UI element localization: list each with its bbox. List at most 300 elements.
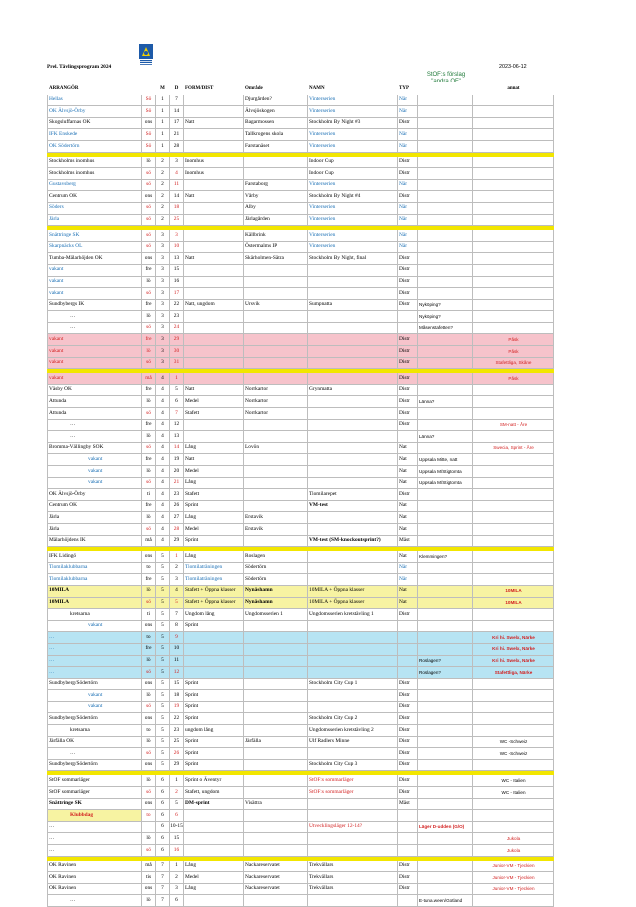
cell-other: Kri hi. Swelx, Närke <box>473 643 554 655</box>
column-header-day: D <box>170 83 184 95</box>
note-line-2: "andra OF" <box>431 79 461 85</box>
cell-month: 5 <box>156 759 170 771</box>
cell-type: Distr <box>398 690 418 702</box>
note-line-1: StOF:s förslag <box>426 72 466 78</box>
cell-form <box>184 241 244 253</box>
column-header-month: M <box>156 83 170 95</box>
cell-type: Mäst <box>398 535 418 547</box>
cell-name <box>308 798 398 810</box>
cell-month: 5 <box>156 725 170 737</box>
table-row <box>48 442 554 454</box>
cell-arranger: IFK Lidingö <box>48 551 142 563</box>
cell-day: 5 <box>170 798 184 810</box>
cell-month: 4 <box>156 489 170 501</box>
cell-name: Vinterserien <box>308 140 398 152</box>
cell-form: Stafett <box>184 489 244 501</box>
cell-month: 4 <box>156 431 170 443</box>
cell-day: 28 <box>170 140 184 152</box>
table-row <box>48 477 554 489</box>
cell-form: Sprint <box>184 620 244 632</box>
cell-area <box>244 833 308 845</box>
cell-day: 23 <box>170 489 184 501</box>
cell-weekday: sö <box>142 477 156 489</box>
table-row <box>48 643 554 655</box>
sof-logo-icon <box>139 44 153 66</box>
cell-day: 20 <box>170 466 184 478</box>
cell-arranger: 10MILA <box>48 597 142 609</box>
cell-area <box>244 489 308 501</box>
cell-other: Kri hi. Swelx, Närke <box>473 632 554 644</box>
cell-weekday: sö <box>142 667 156 679</box>
cell-type: Distr <box>398 168 418 180</box>
cell-form <box>184 373 244 385</box>
cell-name <box>308 322 398 334</box>
cell-type: Distr <box>398 775 418 787</box>
cell-month: 5 <box>156 643 170 655</box>
cell-month: 4 <box>156 500 170 512</box>
cell-stof-note: Nyköping? <box>418 311 473 323</box>
cell-area <box>244 288 308 300</box>
cell-name: Vinterserien <box>308 94 398 106</box>
cell-form <box>184 419 244 431</box>
cell-area: Södertörn <box>244 562 308 574</box>
cell-arranger: OK Ravinen <box>48 883 142 895</box>
cell-stof-note <box>418 264 473 276</box>
cell-weekday: fre <box>142 334 156 346</box>
cell-stof-note <box>418 500 473 512</box>
cell-name: Grynmatta <box>308 384 398 396</box>
cell-form: Medel <box>184 872 244 884</box>
cell-weekday: sö <box>142 241 156 253</box>
cell-weekday: lö <box>142 690 156 702</box>
cell-name: Trekvällars <box>308 883 398 895</box>
cell-month: 5 <box>156 562 170 574</box>
cell-area <box>244 466 308 478</box>
cell-day: 14 <box>170 191 184 203</box>
cell-other <box>473 678 554 690</box>
cell-day: 12 <box>170 419 184 431</box>
cell-month: 3 <box>156 253 170 265</box>
table-row <box>48 299 554 311</box>
cell-month: 5 <box>156 609 170 621</box>
cell-other <box>473 94 554 106</box>
cell-arranger: 10MILA <box>48 585 142 597</box>
cell-weekday: fre <box>142 454 156 466</box>
cell-day: 1 <box>170 860 184 872</box>
cell-arranger: OK Älvsjö-Örby <box>48 106 142 118</box>
cell-month: 1 <box>156 140 170 152</box>
cell-weekday: sö <box>142 357 156 369</box>
table-row <box>48 585 554 597</box>
column-header-form-dist: FORM/DIST <box>184 83 244 95</box>
cell-type: Nat <box>398 466 418 478</box>
column-header-weekday <box>142 83 156 95</box>
cell-name: Stockholm By Night #4 <box>308 191 398 203</box>
cell-other: 10MILA <box>473 597 554 609</box>
cell-area <box>244 632 308 644</box>
cell-arranger: vakant <box>48 477 142 489</box>
cell-month: 6 <box>156 775 170 787</box>
cell-name <box>308 477 398 489</box>
cell-month: 4 <box>156 477 170 489</box>
cell-area <box>244 713 308 725</box>
cell-area <box>244 787 308 799</box>
cell-weekday: ons <box>142 883 156 895</box>
cell-month: 5 <box>156 690 170 702</box>
cell-arranger: Tiomilaklubbarna <box>48 574 142 586</box>
cell-weekday: lö <box>142 775 156 787</box>
cell-form: Sprint <box>184 678 244 690</box>
cell-form: Tiomilaträningen <box>184 562 244 574</box>
cell-day: 27 <box>170 512 184 524</box>
cell-weekday: sö <box>142 597 156 609</box>
cell-stof-note <box>418 523 473 535</box>
cell-month: 4 <box>156 523 170 535</box>
cell-form: Sprint o Äventyr <box>184 775 244 787</box>
cell-stof-note <box>418 562 473 574</box>
table-row <box>48 241 554 253</box>
cell-type: Nat <box>398 597 418 609</box>
table-row <box>48 276 554 288</box>
table-row <box>48 384 554 396</box>
cell-stof-note: Läger D-udden (G/O) <box>418 821 473 833</box>
cell-weekday: ons <box>142 713 156 725</box>
cell-name: Stockholm By Night, final <box>308 253 398 265</box>
cell-month: 6 <box>156 787 170 799</box>
cell-type <box>398 667 418 679</box>
table-row <box>48 775 554 787</box>
cell-area: Nynäshamn <box>244 585 308 597</box>
cell-stof-note <box>418 106 473 118</box>
cell-day: 29 <box>170 535 184 547</box>
cell-name: Stockholm City Cup 2 <box>308 713 398 725</box>
cell-other <box>473 466 554 478</box>
cell-day: 2 <box>170 787 184 799</box>
cell-other <box>473 454 554 466</box>
table-row <box>48 408 554 420</box>
cell-name <box>308 466 398 478</box>
cell-arranger: … <box>48 655 142 667</box>
cell-arranger: … <box>48 845 142 857</box>
cell-day: 10-15 <box>170 821 184 833</box>
cell-area <box>244 419 308 431</box>
cell-other <box>473 129 554 141</box>
cell-month: 7 <box>156 872 170 884</box>
cell-type: Distr <box>398 489 418 501</box>
cell-other <box>473 620 554 632</box>
cell-area: Järfälla <box>244 736 308 748</box>
cell-other: Påsk <box>473 334 554 346</box>
table-row <box>48 431 554 443</box>
cell-other <box>473 512 554 524</box>
cell-area: Källbrink <box>244 230 308 242</box>
cell-month: 1 <box>156 106 170 118</box>
cell-weekday: sö <box>142 845 156 857</box>
cell-day: 2 <box>170 872 184 884</box>
cell-area <box>244 759 308 771</box>
cell-form <box>184 214 244 226</box>
cell-day: 7 <box>170 609 184 621</box>
cell-other <box>473 253 554 265</box>
cell-form: Lång <box>184 477 244 489</box>
table-row <box>48 264 554 276</box>
cell-form: Stafett + Öppna klasser <box>184 585 244 597</box>
cell-type: Distr <box>398 288 418 300</box>
cell-day: 10 <box>170 643 184 655</box>
cell-area <box>244 701 308 713</box>
cell-stof-note <box>418 384 473 396</box>
cell-weekday: tis <box>142 872 156 884</box>
cell-form <box>184 230 244 242</box>
cell-name <box>308 288 398 300</box>
cell-name: Utvecklingsläger 12-14? <box>308 821 398 833</box>
cell-day: 1 <box>170 551 184 563</box>
cell-arranger: OK Ravinen <box>48 872 142 884</box>
column-header-area: Område <box>244 83 308 95</box>
cell-form <box>184 322 244 334</box>
cell-stof-note <box>418 833 473 845</box>
cell-stof-note <box>418 713 473 725</box>
table-row <box>48 713 554 725</box>
cell-form: Inomhus <box>184 156 244 168</box>
cell-area: Tallkrogens skola <box>244 129 308 141</box>
cell-area <box>244 775 308 787</box>
cell-type: Distr <box>398 736 418 748</box>
cell-stof-note <box>418 334 473 346</box>
cell-month: 4 <box>156 442 170 454</box>
cell-name: Indoor Cup <box>308 168 398 180</box>
cell-type: Distr <box>398 117 418 129</box>
cell-name: Tiomilarepet <box>308 489 398 501</box>
cell-stof-note <box>418 442 473 454</box>
cell-weekday: ons <box>142 117 156 129</box>
cell-area <box>244 667 308 679</box>
cell-area: Skärholmen-Sätra <box>244 253 308 265</box>
cell-form: Sprint <box>184 736 244 748</box>
cell-stof-note: Nyköping? <box>418 299 473 311</box>
cell-stof-note <box>418 787 473 799</box>
cell-name: Ulf Radlers Minne <box>308 736 398 748</box>
cell-arranger: Sundbyberg/Södertörn <box>48 678 142 690</box>
cell-day: 26 <box>170 748 184 760</box>
cell-day: 26 <box>170 500 184 512</box>
cell-area: Älvsjöskogen <box>244 106 308 118</box>
cell-weekday: lö <box>142 466 156 478</box>
cell-month: 5 <box>156 597 170 609</box>
cell-form: Medel <box>184 523 244 535</box>
cell-area: Ursvik <box>244 299 308 311</box>
cell-other <box>473 168 554 180</box>
cell-weekday: lö <box>142 311 156 323</box>
table-row <box>48 202 554 214</box>
cell-type: Nat <box>398 585 418 597</box>
cell-area: Ungdomsserien 1 <box>244 609 308 621</box>
cell-arranger: vakant <box>48 620 142 632</box>
cell-stof-note: Roslagen? <box>418 667 473 679</box>
cell-stof-note: Roslagen? <box>418 655 473 667</box>
cell-name: VM-test (SM-knockoutsprint?) <box>308 535 398 547</box>
cell-type: När <box>398 241 418 253</box>
cell-arranger: Tiomilaklubbarna <box>48 562 142 574</box>
cell-weekday: ti <box>142 489 156 501</box>
cell-stof-note <box>418 585 473 597</box>
table-row <box>48 523 554 535</box>
cell-form: Stafett, ungdom <box>184 787 244 799</box>
cell-type: När <box>398 140 418 152</box>
cell-day: 31 <box>170 357 184 369</box>
cell-name <box>308 408 398 420</box>
cell-form: Natt <box>184 117 244 129</box>
cell-other <box>473 701 554 713</box>
cell-name <box>308 512 398 524</box>
cell-area <box>244 810 308 822</box>
cell-arranger: vakant <box>48 346 142 358</box>
cell-stof-note <box>418 373 473 385</box>
cell-stof-note <box>418 179 473 191</box>
cell-weekday: sö <box>142 202 156 214</box>
table-row <box>48 535 554 547</box>
cell-name: Ungdomsserien kretstävling 2 <box>308 725 398 737</box>
cell-area <box>244 821 308 833</box>
cell-other <box>473 179 554 191</box>
cell-month: 5 <box>156 701 170 713</box>
table-row <box>48 94 554 106</box>
cell-weekday: sö <box>142 748 156 760</box>
cell-arranger: OK Södertörn <box>48 140 142 152</box>
cell-type <box>398 311 418 323</box>
cell-form <box>184 821 244 833</box>
cell-other: Swecia, Sprint - Åre <box>473 442 554 454</box>
cell-stof-note: Länna? <box>418 431 473 443</box>
cell-area: Erstavik <box>244 523 308 535</box>
cell-stof-note <box>418 156 473 168</box>
cell-day: 22 <box>170 713 184 725</box>
cell-area: Visättra <box>244 798 308 810</box>
cell-stof-note <box>418 253 473 265</box>
cell-stof-note: Klemmingen? <box>418 551 473 563</box>
cell-area: Bagarmossen <box>244 117 308 129</box>
cell-month: 5 <box>156 667 170 679</box>
cell-arranger: OK Ravinen <box>48 860 142 872</box>
cell-other <box>473 713 554 725</box>
cell-type: Distr <box>398 419 418 431</box>
cell-day: 6 <box>170 895 184 907</box>
cell-other <box>473 477 554 489</box>
cell-area: Farstaborg <box>244 179 308 191</box>
cell-day: 25 <box>170 736 184 748</box>
cell-stof-note <box>418 129 473 141</box>
cell-form <box>184 667 244 679</box>
cell-area: Norrkartor <box>244 396 308 408</box>
cell-other: Jukola <box>473 833 554 845</box>
cell-weekday: sö <box>142 701 156 713</box>
column-header-name: NAMN <box>308 83 398 95</box>
cell-type <box>398 821 418 833</box>
cell-weekday: sö <box>142 179 156 191</box>
cell-form: Medel <box>184 396 244 408</box>
cell-type: Distr <box>398 299 418 311</box>
cell-stof-note <box>418 775 473 787</box>
cell-name <box>308 551 398 563</box>
cell-type: Distr <box>398 860 418 872</box>
cell-stof-note <box>418 690 473 702</box>
cell-stof-note <box>418 346 473 358</box>
cell-day: 4 <box>170 585 184 597</box>
cell-arranger: OK Älvsjö-Örby <box>48 489 142 501</box>
table-row <box>48 883 554 895</box>
cell-arranger: Järla <box>48 512 142 524</box>
table-row <box>48 597 554 609</box>
cell-weekday: lö <box>142 585 156 597</box>
column-header-type: TYP <box>398 83 418 95</box>
table-row <box>48 117 554 129</box>
table-row <box>48 466 554 478</box>
cell-form <box>184 643 244 655</box>
cell-month: 5 <box>156 655 170 667</box>
cell-stof-note <box>418 191 473 203</box>
cell-type <box>398 632 418 644</box>
cell-arranger: … <box>48 895 142 907</box>
cell-type: Distr <box>398 253 418 265</box>
cell-type: Distr <box>398 725 418 737</box>
cell-day: 14 <box>170 442 184 454</box>
cell-area <box>244 311 308 323</box>
cell-name <box>308 895 398 907</box>
table-row <box>48 798 554 810</box>
cell-stof-note <box>418 845 473 857</box>
table-row <box>48 156 554 168</box>
cell-other <box>473 535 554 547</box>
cell-stof-note <box>418 632 473 644</box>
table-row <box>48 191 554 203</box>
table-row <box>48 725 554 737</box>
cell-form <box>184 810 244 822</box>
table-row <box>48 759 554 771</box>
cell-arranger: Centrum OK <box>48 191 142 203</box>
cell-arranger: Mälarhöjdens IK <box>48 535 142 547</box>
cell-stof-note <box>418 643 473 655</box>
table-row <box>48 357 554 369</box>
table-row <box>48 810 554 822</box>
cell-day: 9 <box>170 632 184 644</box>
column-header-other: annat <box>473 83 554 95</box>
cell-other <box>473 288 554 300</box>
cell-day: 16 <box>170 276 184 288</box>
table-header-row <box>48 83 554 95</box>
cell-name <box>308 562 398 574</box>
cell-stof-note <box>418 357 473 369</box>
cell-arranger: StOF sommarläger <box>48 787 142 799</box>
cell-name <box>308 643 398 655</box>
cell-form: Lång <box>184 442 244 454</box>
cell-area <box>244 373 308 385</box>
cell-day: 21 <box>170 129 184 141</box>
cell-stof-note <box>418 202 473 214</box>
cell-day: 3 <box>170 156 184 168</box>
cell-name: Trekvällars <box>308 860 398 872</box>
cell-area <box>244 725 308 737</box>
cell-type: När <box>398 106 418 118</box>
cell-day: 2 <box>170 562 184 574</box>
cell-month: 5 <box>156 713 170 725</box>
cell-month: 6 <box>156 810 170 822</box>
cell-other <box>473 214 554 226</box>
cell-weekday: sö <box>142 787 156 799</box>
table-row <box>48 632 554 644</box>
cell-form <box>184 94 244 106</box>
cell-stof-note <box>418 701 473 713</box>
cell-other <box>473 821 554 833</box>
